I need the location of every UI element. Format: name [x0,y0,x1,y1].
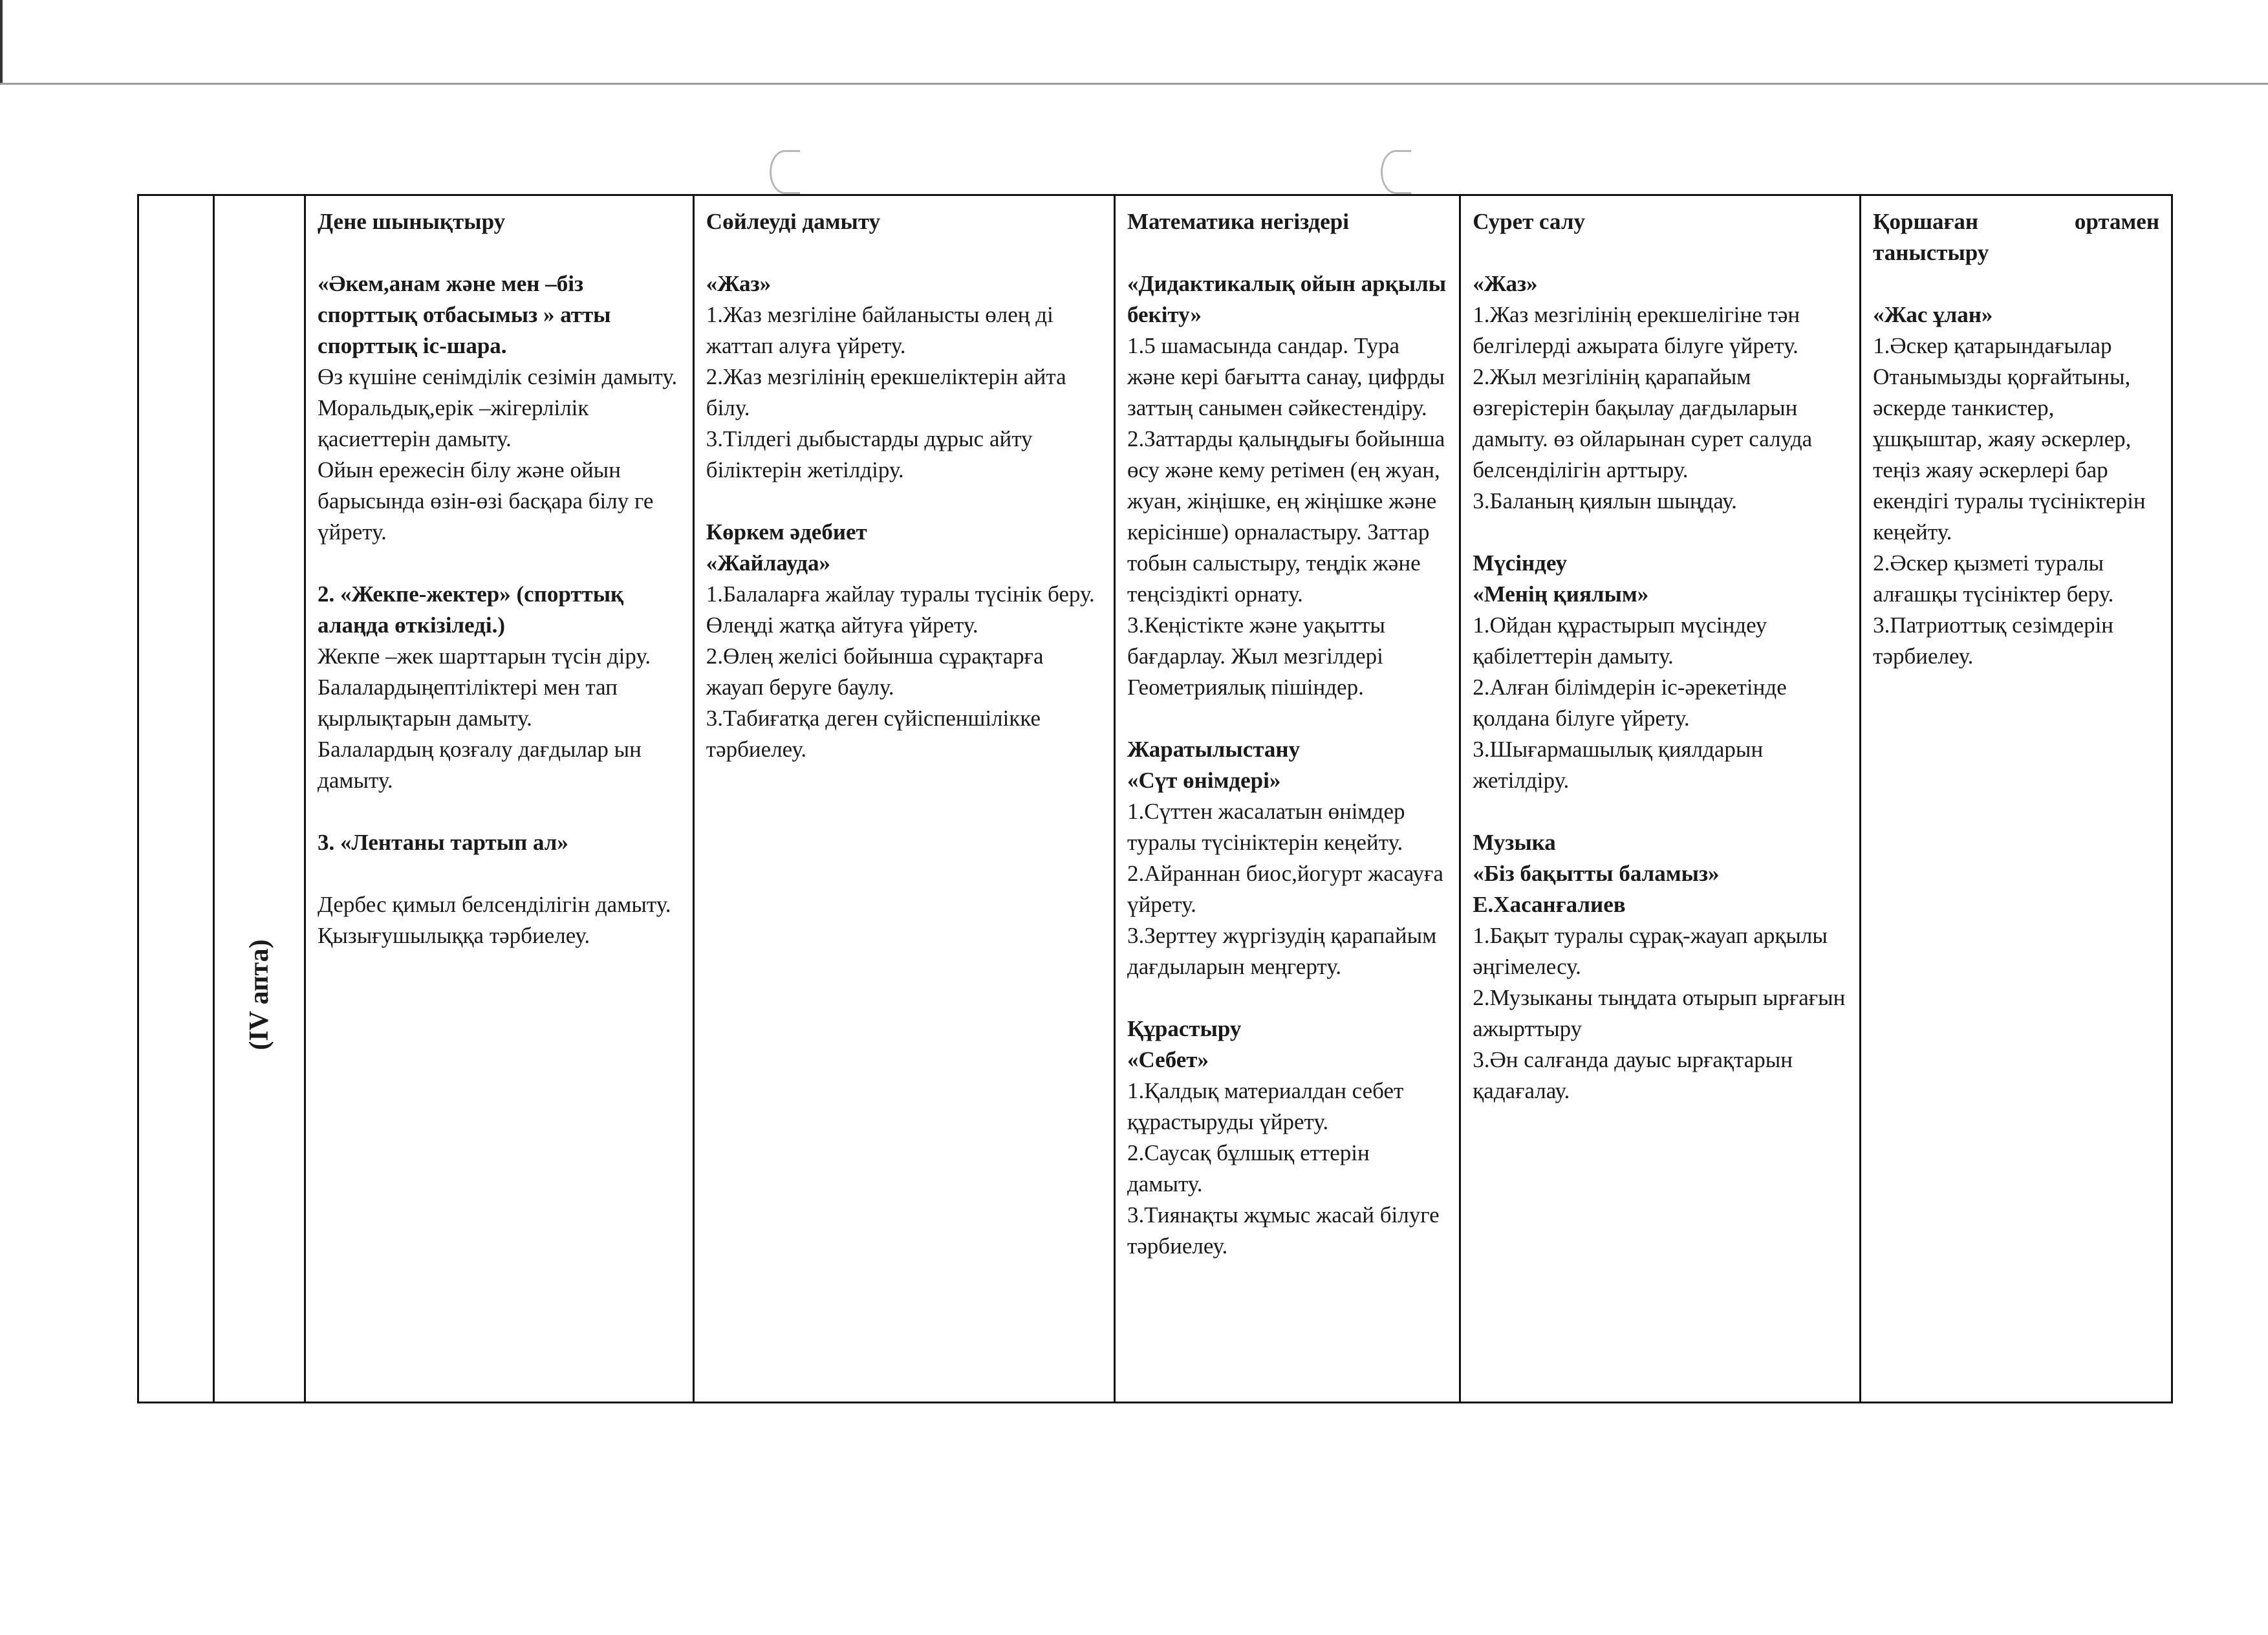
subject-title: Мүсіндеу [1473,550,1568,576]
week-label: (IV апта) [244,939,274,1050]
goal-line: 3.Тілдегі дыбыстарды дұрыс айту біліктерін жетілдіру. [706,426,1033,482]
goal-line: 3.Шығармашылық қиялдарын жетілдіру. [1473,737,1764,793]
subject-title: Математика негіздері [1127,209,1349,234]
topic-title: «Біз бақытты баламыз» [1473,861,1720,886]
goal-line: 1.Ойдан құрастырып мүсіндеу қабілеттерін дамыту. [1473,612,1767,669]
goal-line: 3.Ән салғанда дауыс ырғақтарын қадағалау. [1473,1047,1793,1103]
goal-line: 2.Айраннан биос,йогурт жасауға үйрету. [1127,861,1443,917]
subject-title: Сөйлеуді дамыту [706,209,881,234]
goal-line: Ойын ережесін білу және ойын барысында өзін-өзі басқара білу ге үйрету. [318,457,654,545]
goal-line: Өз күшіне сенімділік сезімін дамыту. [318,364,678,389]
goal-line: 1.Жаз мезгілінің ерекшелігіне тән белгілерді ажырата білуге үйрету. [1473,302,1800,358]
goal-line: 2.Әскер қызметі туралы алғашқы түсініктер беру. [1873,550,2114,607]
goal-line: Балалардыңептіліктері мен тап қырлықтарын дамыту. [318,675,618,731]
scan-edge-top [0,83,2268,85]
subject-title: Дене шынықтыру [318,209,506,234]
topic-title: «Жас ұлан» [1873,302,1993,327]
goal-line: 1.Жаз мезгіліне байланысты өлең ді жаттап алуға үйрету. [706,302,1053,358]
physical-education-cell [305,195,694,1403]
scan-edge-left [0,0,3,83]
game-title: 2. «Жекпе-жектер» (спорттық алаңда өткізіледі.) [318,581,624,638]
goal-line: 2.Саусақ бұлшық еттерін дамыту. [1127,1140,1370,1196]
goal-line: 1.Балаларға жайлау туралы түсінік беру. Өлеңді жатқа айтуға үйрету. [706,581,1095,638]
goal-line: Балалардың қозғалу дағдылар ын дамыту. [318,737,642,793]
goal-line: 3.Тиянақты жұмыс жасай білуге тәрбиелеу. [1127,1202,1440,1259]
topic-title: «Дидактикалық ойын арқылы бекіту» [1127,271,1447,327]
goal-line: 1.Сүттен жасалатын өнімдер туралы түсініктерін кеңейту. [1127,799,1405,855]
subject-title-part: Қоршаған [1873,209,1979,234]
subject-title: Құрастыру [1127,1016,1242,1041]
goal-line: 2.Жыл мезгілінің қарапайым өзгерістерін бақылау дағдыларын дамыту. өз ойларынан сурет салуда белсенділігін арттыру. [1473,364,1813,482]
goal-line: 1.Бақыт туралы сұрақ-жауап арқылы әңгімелесу. [1473,923,1828,979]
goal-line: Жекпе –жек шарттарын түсін діру. [318,644,651,669]
goal-line: 1.5 шамасында сандар. Тура және кері бағытта санау, цифрды заттың санымен сәйкестендіру. [1127,333,1445,420]
goal-line: 3.Табиғатқа деген сүйіспеншілікке тәрбиелеу. [706,706,1041,762]
topic-title: «Жайлауда» [706,550,831,576]
topic-title: «Жаз» [706,271,772,296]
goal-line: 2.Жаз мезгілінің ерекшеліктерін айта білу. [706,364,1066,420]
event-title: «Әкем,анам және мен –біз спорттық отбасымыз » атты спорттық іс-шара. [318,271,611,358]
drawing-cell [1460,195,1861,1403]
subject-title: Көркем әдебиет [706,519,867,545]
game-title: 3. «Лентаны тартып ал» [318,830,568,855]
goal-line: 3.Баланың қиялын шыңдау. [1473,488,1737,514]
goal-line: 3.Зерттеу жүргізудің қарапайым дағдыларын меңгерту. [1127,923,1437,979]
punch-hole-mark [1381,150,1411,194]
environment-cell [1861,195,2172,1403]
topic-title: «Жаз» [1473,271,1538,296]
goal-line: 1.Әскер қатарындағылар Отанымызды қорғайтыны, әскерде танкистер, ұшқыштар, жаяу әскерлер, теңіз жаяу әскерлері бар екендігі туралы түсініктерін кеңейту. [1873,333,2146,545]
speech-development-cell [693,195,1114,1403]
goal-line: 2.Заттарды қалыңдығы бойынша өсу және кему ретімен (ең жуан, жуан, жіңішке, ең жіңішке және керісінше) орналастыру. Заттар тобын салыстыру, теңдік және теңсіздікті орнату. [1127,426,1445,607]
goal-line: Моральдық,ерік –жігерлілік қасиеттерін дамыту. [318,395,589,451]
goal-line: 1.Қалдық материалдан себет құрастыруды үйрету. [1127,1078,1404,1134]
goal-line: 2.Музыканы тыңдата отырып ырғағын ажырттыру [1473,985,1846,1041]
subject-title-part: ортамен [2074,209,2159,234]
subject-title: Музыка [1473,830,1556,855]
subject-title [1873,206,2159,237]
subject-title-part: таныстыру [1873,240,1989,265]
goal-line: 2.Алған білімдерін іс-әрекетінде қолдана білуге үйрету. [1473,675,1787,731]
topic-title: «Менің қиялым» [1473,581,1649,607]
mathematics-cell [1114,195,1460,1403]
empty-cell [138,195,214,1403]
weekly-plan-table [137,194,2173,1403]
table-row [138,195,2172,1403]
topic-title: «Себет» [1127,1047,1209,1072]
goal-line: 2.Өлең желісі бойынша сұрақтарға жауап беруге баулу. [706,644,1044,700]
topic-title: «Сүт өнімдері» [1127,768,1281,793]
goal-line: 3.Кеңістікте және уақытты бағдарлау. Жыл мезгілдері Геометриялық пішіндер. [1127,612,1385,700]
goal-line: Дербес қимыл белсенділігін дамыту. Қызығушылыққа тәрбиелеу. [318,892,671,948]
punch-hole-mark [770,150,800,194]
week-cell [213,195,305,1403]
author-name: Е.Хасанғалиев [1473,892,1626,917]
subject-title: Жаратылыстану [1127,737,1301,762]
subject-title: Сурет салу [1473,209,1585,234]
goal-line: 3.Патриоттық сезімдерін тәрбиелеу. [1873,612,2114,669]
